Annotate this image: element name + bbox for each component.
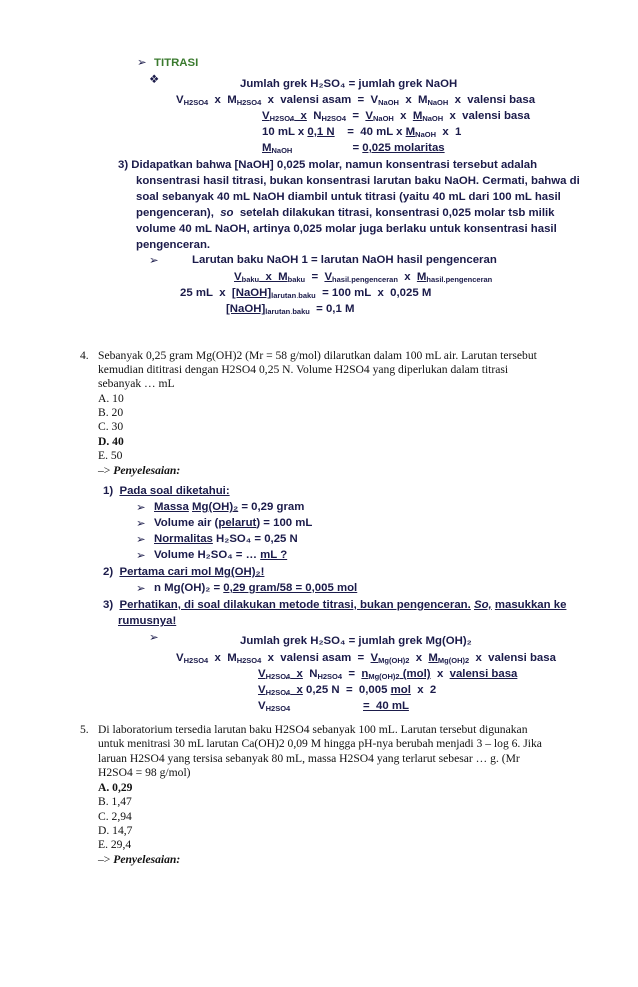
solution-heading: –> Penyelesaian:: [98, 853, 181, 866]
equation-grek-balance-mg: Jumlah grek H₂SO₄ = jumlah grek Mg(OH)₂: [240, 635, 472, 647]
option-b: B. 1,47: [98, 795, 132, 808]
equation-values-mg: $V_{H2SO4}$ x 0,25 N = 0,005 mol x 2: [258, 684, 437, 697]
solution-heading: –> Penyelesaian:: [98, 464, 181, 477]
option-c: C. 2,94: [98, 810, 132, 823]
question-4-line-1: Sebanyak 0,25 gram Mg(OH)2 (Mr = 58 g/mol) dilarutkan dalam 100 mL air. Larutan tersebut: [98, 349, 537, 362]
question-5-line-4: H2SO4 = 98 g/mol): [98, 766, 191, 779]
step-1: 1) Pada soal diketahui:: [103, 485, 230, 497]
paragraph-3-line-3: soal sebanyak 40 mL NaOH diambil untuk titrasi (yaitu 40 mL dari 100 mL hasil: [136, 191, 561, 203]
equation-volume-molarity-mg: $V_{H2SO4}$ x $M_{H2SO4}$ x valensi asam = $V_{Mg(OH)2}$ x $M_{Mg(OH)2}$ x valensi basa: [176, 652, 556, 665]
equation-result: $M_{NaOH}$ = 0,025 molaritas: [262, 142, 445, 155]
equation-normality: $V_{H2SO4}$ x $N_{H2SO4} = V_{NaOH}$ x $M_{NaOH}$ x valensi basa: [262, 110, 530, 123]
step-3-line-2: rumusnya!: [118, 615, 177, 627]
known-volume: Volume air (pelarut) = 100 mL: [154, 517, 313, 529]
equation-dilution-statement: Larutan baku NaOH 1 = larutan NaOH hasil pengenceran: [192, 254, 497, 266]
option-b: B. 20: [98, 406, 124, 419]
equation-dilution-values: 25 mL x $[NaOH]_{larutan baku} = 100$ mL x 0,025 M: [180, 287, 432, 300]
known-normality: Normalitas H₂SO₄ = 0,25 N: [154, 533, 298, 545]
titrasi-heading: TITRASI: [154, 57, 199, 69]
step-2: 2) Pertama cari mol Mg(OH)₂!: [103, 566, 265, 578]
option-a-correct: A. 0,29: [98, 781, 133, 794]
equation-grek-balance: Jumlah grek H₂SO₄ = jumlah grek NaOH: [240, 78, 458, 90]
question-number: 5.: [80, 723, 89, 736]
equation-dilution-result: $[NaOH]_{larutan baku} = 0,1$ M: [226, 303, 355, 316]
question-4-line-3: sebanyak … mL: [98, 377, 175, 390]
mol-calculation: n Mg(OH)₂ = 0,29 gram/58 = 0,005 mol: [154, 582, 358, 594]
equation-volume-molarity: $V_{H2SO4}$ x $M_{H2SO4}$ x valensi asam = $V_{NaOH}$ x $M_{NaOH}$ x valensi basa: [176, 94, 536, 107]
titrasi-arrow-icon: ➢: [137, 57, 147, 69]
paragraph-3-line-6: pengenceran.: [136, 239, 211, 251]
question-5-line-1: Di laboratorium tersedia larutan baku H2SO4 sebanyak 100 mL. Larutan tersebut digunakan: [98, 723, 528, 736]
paragraph-3-line-4: pengenceran), so setelah dilakukan titrasi, konsentrasi 0,025 molar tsb milik: [136, 207, 555, 219]
option-e: E. 29,4: [98, 838, 132, 851]
option-d-correct: D. 40: [98, 435, 124, 448]
arrow-icon: ➢: [136, 518, 146, 530]
question-4-line-2: kemudian dititrasi dengan H2SO4 0,25 N. Volume H2SO4 yang diperlukan dalam titrasi: [98, 363, 509, 376]
option-d: D. 14,7: [98, 824, 133, 837]
question-number: 4.: [80, 349, 89, 362]
question-5-line-3: laruan H2SO4 yang tersisa sebanyak 80 mL, massa H2SO4 yang terlarut sebesar … g. (Mr: [98, 752, 520, 765]
diamond-bullet-icon: ❖: [149, 74, 160, 86]
equation-normality-mg: $V_{H2SO4}$ x $N_{H2SO4} = n_{Mg(OH)2}$ (mol) x valensi basa: [258, 668, 518, 681]
known-mass: Massa Mg(OH)₂ = 0,29 gram: [154, 501, 305, 513]
known-unknown-volume: Volume H₂SO₄ = … mL ?: [154, 549, 288, 561]
solution-image-block-1: [0, 0, 638, 320]
step-3-line-1: 3) Perhatikan, di soal dilakukan metode titrasi, bukan pengenceran. So, masukkan ke: [103, 599, 567, 611]
question-5-line-2: untuk menitrasi 30 mL larutan Ca(OH)2 0,09 M hingga pH-nya berubah menjadi 3 – log 6. Jika: [98, 737, 542, 750]
arrow-icon: ➢: [149, 632, 159, 644]
option-c: C. 30: [98, 420, 124, 433]
equation-values: 10 mL x 0,1 N = 40 mL x $M_{NaOH}$ x 1: [262, 126, 462, 139]
option-a: A. 10: [98, 392, 124, 405]
arrow-icon: ➢: [136, 534, 146, 546]
paragraph-3-line-5: volume 40 mL NaOH, artinya 0,025 molar juga berlaku untuk konsentrasi hasil: [136, 223, 557, 235]
arrow-icon: ➢: [149, 255, 159, 267]
paragraph-3-line-1: 3) Didapatkan bahwa [NaOH] 0,025 molar, namun konsentrasi tersebut adalah: [118, 159, 538, 171]
paragraph-3-line-2: konsentrasi hasil titrasi, bukan konsentrasi larutan baku NaOH. Cermati, bahwa di: [136, 175, 580, 187]
equation-result-mg: $V_{H2SO4}$ = 40 mL: [258, 700, 409, 713]
arrow-icon: ➢: [136, 502, 146, 514]
arrow-icon: ➢: [136, 583, 146, 595]
equation-dilution-formula: $V_{baku}$ x $M_{baku} = V_{hasil pengenceran}$ x $M_{hasil pengenceran}$: [234, 271, 493, 284]
option-e: E. 50: [98, 449, 123, 462]
arrow-icon: ➢: [136, 550, 146, 562]
